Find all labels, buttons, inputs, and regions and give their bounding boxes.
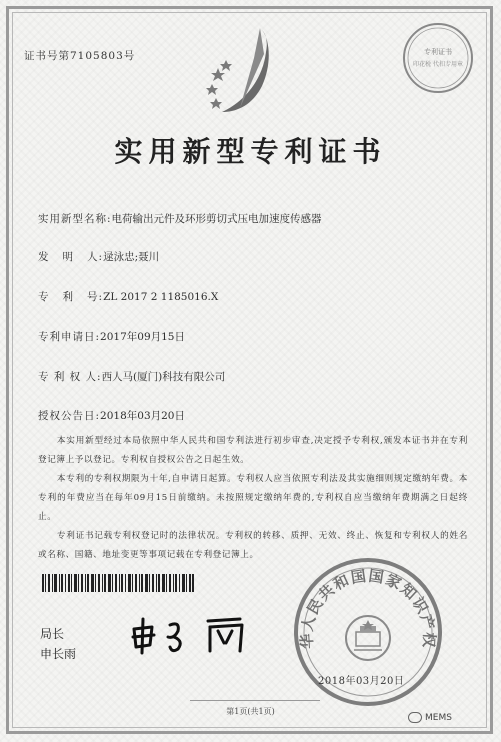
certificate-body	[38, 432, 468, 565]
patent-number-label: 专 利 号:	[38, 291, 104, 303]
application-date-label: 专利申请日:	[38, 331, 101, 343]
patent-number-value: ZL 2017 2 1185016.X	[103, 291, 219, 303]
application-date-row	[38, 329, 185, 344]
source-watermark	[408, 712, 452, 723]
body-paragraph: 专利证书记载专利权登记时的法律状况。专利权的转移、质押、无效、终止、恢复和专利权人的姓名或名称、国籍、地址变更等事项记载在专利登记簿上。	[38, 531, 468, 560]
inventor-row	[38, 249, 159, 264]
patentee-row	[38, 369, 225, 384]
patentee-label: 专 利 权 人:	[38, 371, 102, 383]
grant-date-value: 2018年03月20日	[100, 410, 185, 422]
svg-text:中华人民共和国国家知识产权局	[292, 556, 438, 649]
director-name: 申长雨	[40, 647, 77, 661]
seal-date: 2018年03月20日	[318, 676, 405, 687]
barcode	[42, 574, 194, 592]
body-paragraph: 本专利的专利权期限为十年,自申请日起算。专利权人应当依照专利法及其实施细则规定缴纳年费。本专利的年费应当在每年09月15日前缴纳。未按照规定缴纳年费的,专利权自应当缴纳年费期满之日起终止。	[38, 474, 468, 522]
utility-model-name-row	[38, 211, 322, 226]
grant-date-label: 授权公告日:	[38, 410, 101, 422]
patent-number-row	[38, 289, 218, 304]
seal-top-label: 专利证书	[424, 48, 452, 56]
patent-office-emblem-icon	[200, 24, 296, 122]
utility-model-name-value: 电荷输出元件及环形剪切式压电加速度传感器	[111, 213, 322, 225]
seal-top-inner-label: 印花税 代扣专用章	[413, 61, 463, 68]
utility-model-name-label: 实用新型名称:	[38, 213, 112, 225]
chat-bubble-icon	[408, 712, 422, 723]
certificate-title: 实用新型专利证书	[114, 135, 387, 168]
director-title: 局长	[40, 627, 65, 641]
body-paragraph: 本实用新型经过本局依照中华人民共和国专利法进行初步审查,决定授予专利权,颁发本证书并在专利登记簿上予以登记。专利权自授权公告之日起生效。	[38, 436, 468, 465]
page-footer: 第1页(共1页)	[226, 707, 275, 716]
director-signature	[128, 615, 258, 655]
footer-divider	[190, 700, 320, 701]
seal-arc-text: 华人民共和国国家知识产权	[297, 566, 439, 650]
inventor-value: 逯泳忠;聂川	[103, 251, 160, 263]
certificate-number: 证书号第7105803号	[24, 50, 136, 62]
application-date-value: 2017年09月15日	[100, 331, 185, 343]
inventor-label: 发 明 人:	[38, 251, 104, 263]
grant-date-row	[38, 408, 185, 423]
watermark-label: MEMS	[425, 713, 452, 723]
patentee-value: 西人马(厦门)科技有限公司	[101, 371, 226, 383]
tax-stamp-seal	[400, 20, 476, 96]
